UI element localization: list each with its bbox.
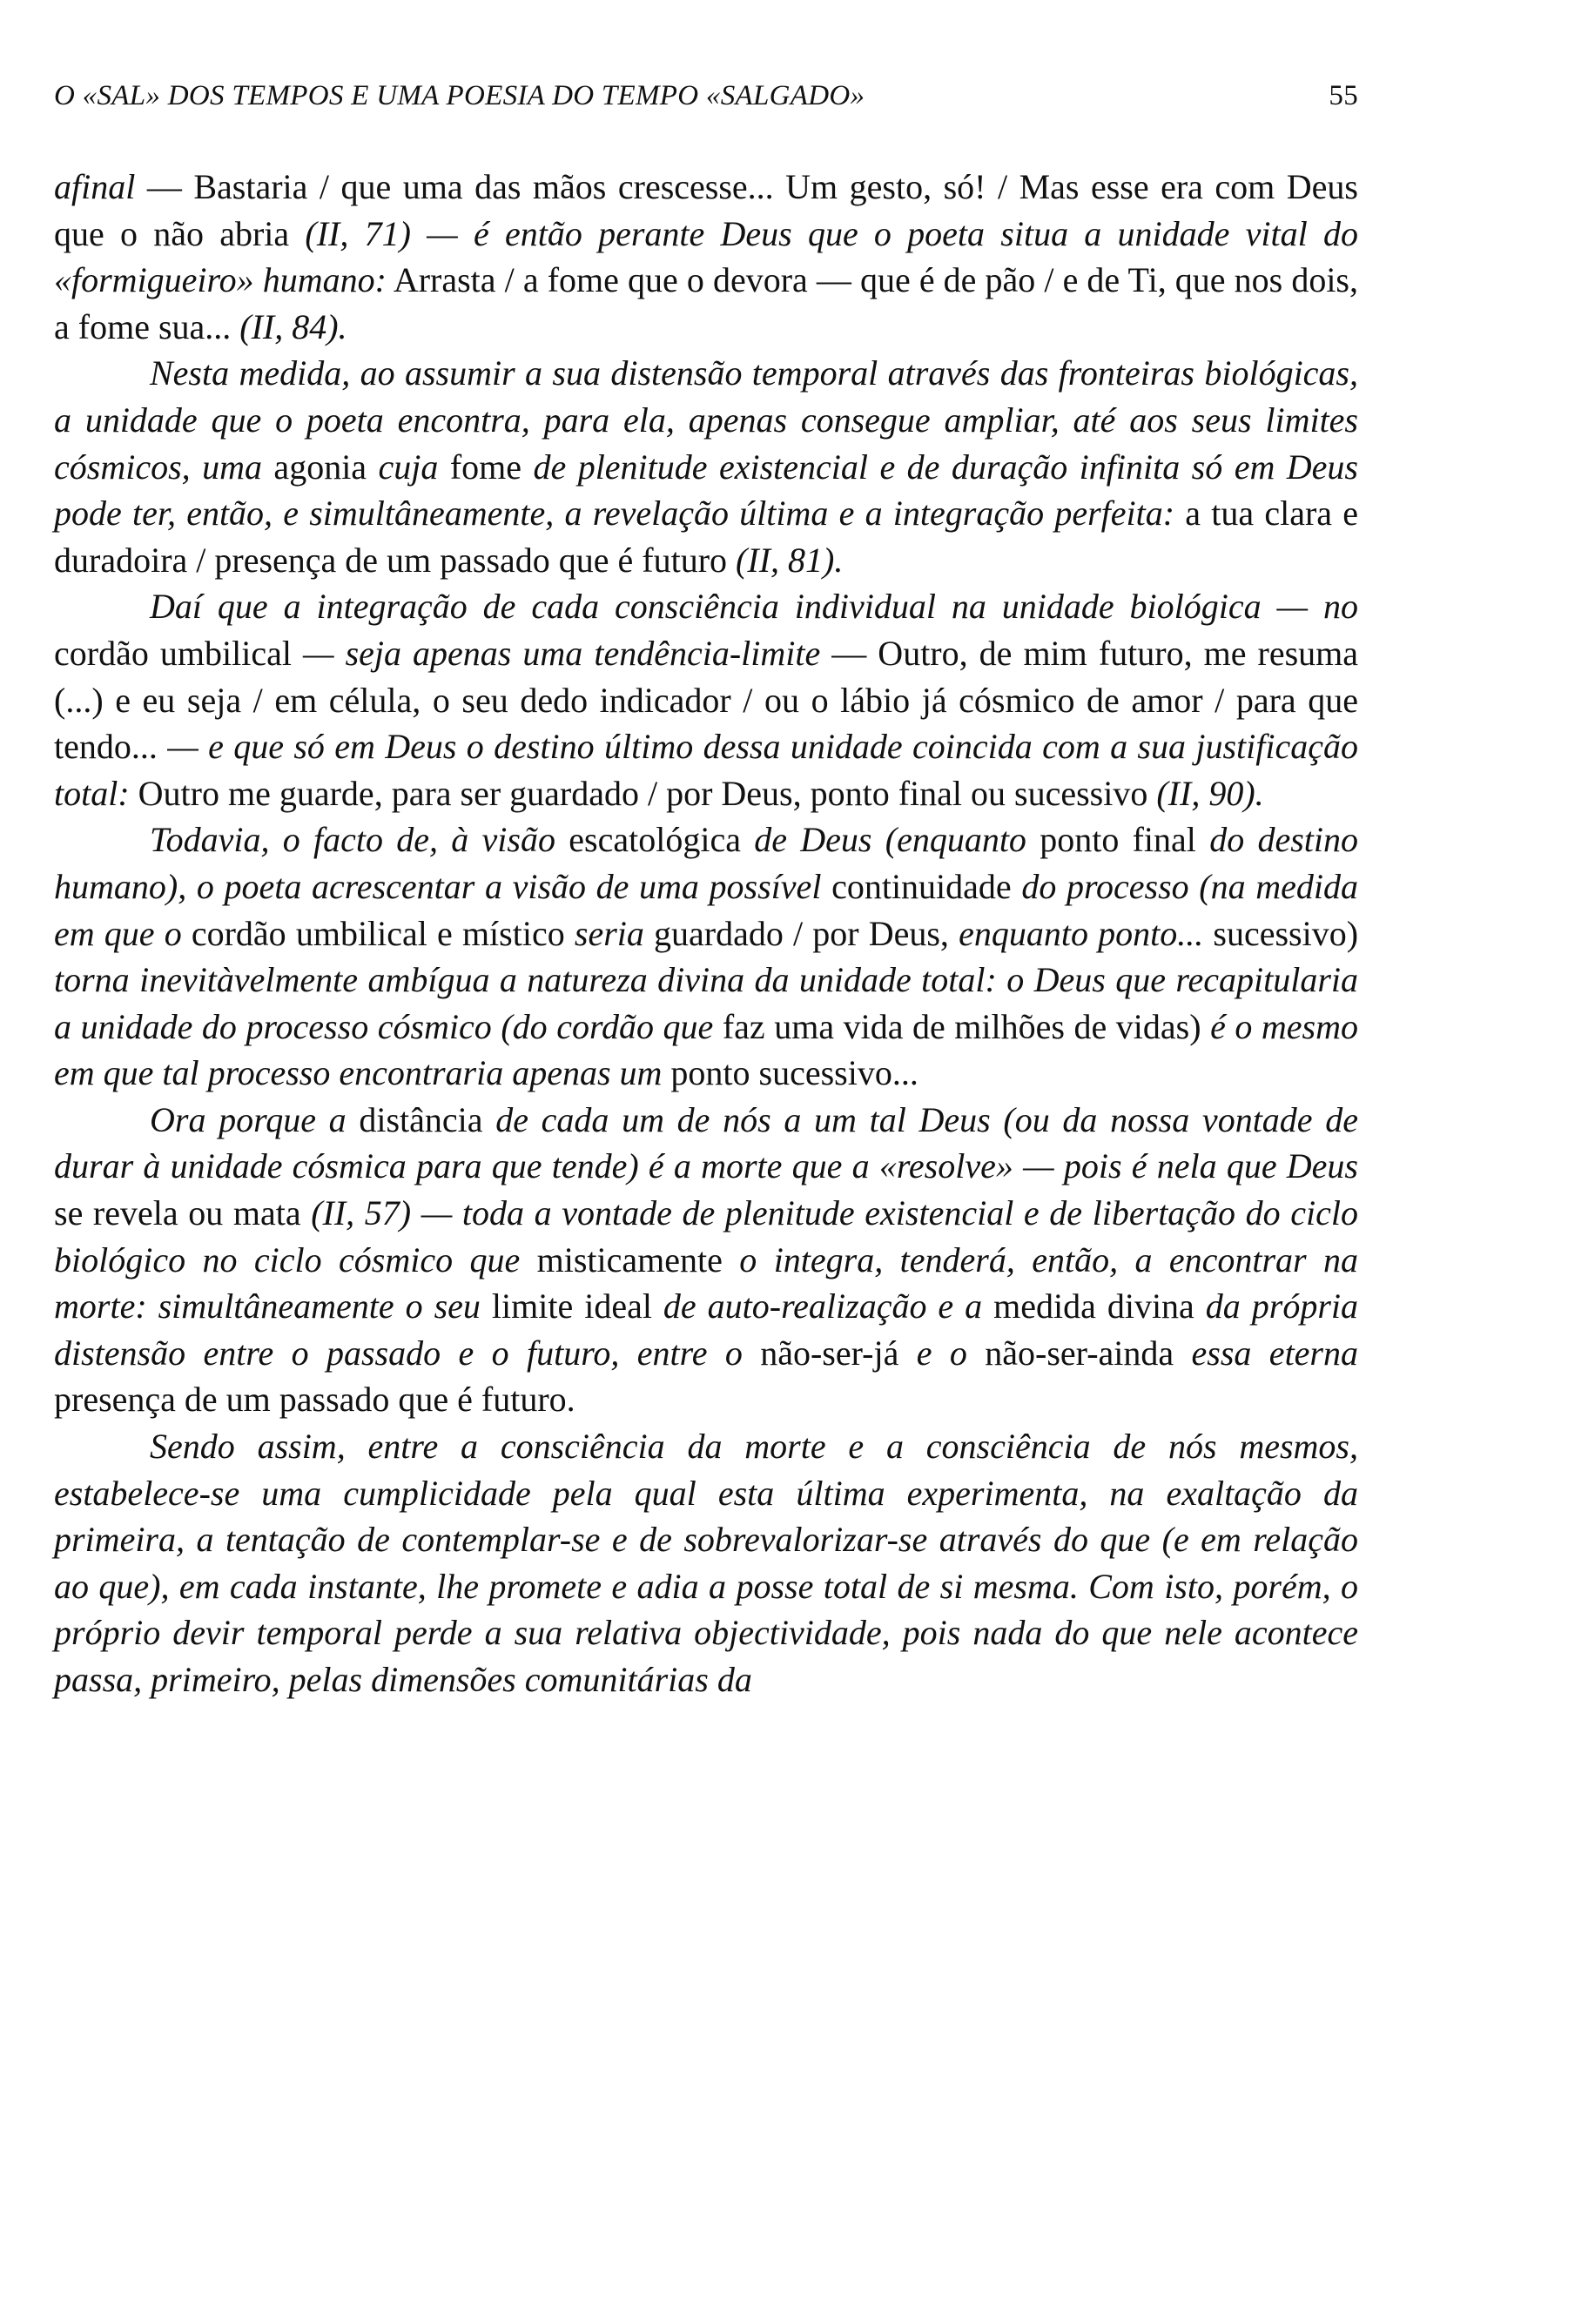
text-run: a tua clara e duradoira / presença de um passado que é futuro	[54, 494, 1359, 580]
running-title: O «SAL» DOS TEMPOS E UMA POESIA DO TEMPO «SALGADO»	[54, 80, 865, 111]
text-run: (II, 57) — toda a vontade de plenitude existencial e de libertação do ciclo biológico no ciclo cósmico que	[54, 1193, 1359, 1280]
text-run: enquanto ponto...	[959, 913, 1204, 953]
text-run: cordão umbilical e místico	[181, 913, 575, 953]
text-run: da própria distensão entre o passado e o futuro, entre o	[54, 1286, 1359, 1373]
text-run: escatológica	[555, 820, 755, 860]
text-run: (II, 71) — é então perante Deus que o poeta situa a unidade vital do «formigueiro» humano:	[54, 213, 1358, 300]
text-run: (II, 90).	[1156, 773, 1264, 813]
paragraph-6	[54, 1423, 1358, 1703]
text-run: de cada um de nós a um tal Deus (ou da nossa vontade de durar à unidade cósmica para que tende) é a morte que a «resolve» — pois é nela que Deus	[54, 1099, 1358, 1186]
text-run: não-ser-já	[742, 1333, 917, 1373]
text-run: (II, 84).	[239, 306, 347, 346]
text-run: misticamente	[520, 1239, 740, 1280]
text-run: guardado / por Deus,	[643, 913, 959, 953]
paragraph-2	[54, 350, 1358, 583]
text-run: faz uma vida de milhões de vidas)	[713, 1006, 1211, 1046]
text-run: cordão umbilical	[54, 633, 303, 673]
text-run: distância	[346, 1099, 496, 1139]
text-run: Arrasta / a fome que o devora — que é de pão / e de Ti, que nos dois, a fome sua...	[54, 260, 1358, 346]
text-run: cuja	[378, 447, 439, 487]
text-run: o integra, tenderá, então, a encontrar na morte: simultâneamente o seu	[54, 1239, 1359, 1327]
text-run: Ora porque a	[150, 1099, 347, 1139]
text-run: ponto final	[1026, 820, 1210, 860]
text-run: e o	[916, 1333, 967, 1373]
running-head	[54, 80, 1358, 118]
text-run: do processo (na medida em que o	[54, 866, 1359, 953]
text-run: — Outro, de mim futuro, me resuma (...) e eu seja / em célula, o seu dedo indicador / ou o lábio já cósmico de amor / para que tendo...	[54, 633, 1359, 767]
paragraph-4	[54, 816, 1358, 1097]
text-run: se revela ou mata	[54, 1193, 312, 1233]
body-text	[54, 164, 1358, 1703]
text-run: é o mesmo em que tal processo encontraria apenas um	[54, 1006, 1358, 1093]
text-run: ponto sucessivo...	[662, 1053, 918, 1093]
text-run: Daí que a integração de cada consciência individual na unidade biológica — no	[150, 587, 1358, 627]
text-run: medida divina	[982, 1286, 1206, 1327]
text-run: Outro me guarde, para ser guardado / por Deus, ponto final ou sucessivo	[129, 773, 1157, 813]
text-run: fome	[438, 447, 534, 487]
text-run: não-ser-ainda	[966, 1333, 1192, 1373]
text-run: de plenitude existencial e de duração infinita só em Deus pode ter, então, e simultâneamente, a revelação última e a integração perfeita:	[54, 447, 1358, 534]
paragraph-1	[54, 164, 1358, 350]
text-run: do destino humano), o poeta acrescentar a visão de uma possível	[54, 820, 1359, 906]
text-run: de Deus (enquanto	[754, 820, 1026, 860]
text-run: afinal	[54, 167, 136, 206]
text-run: — seja apenas uma tendência-limite	[302, 633, 821, 673]
text-run: Sendo assim, entre a consciência da morte e a consciência de nós mesmos, estabelece-se uma cumplicidade pela qual esta última experimenta, na exaltação da primeira, a tentação de contemplar-se e de sobrevalorizar-se através do que (e em relação ao que), em cada instante, lhe promete e adia a posse total de si mesma. Com isto, porém, o próprio devir temporal perde a sua relativa objectividade, pois nada do que nele acontece passa, primeiro, pelas dimensões comunitárias da	[54, 1427, 1358, 1699]
text-run: Todavia, o facto de, à visão	[150, 820, 555, 860]
text-run: essa eterna	[1191, 1333, 1358, 1373]
text-run: presença de um passado que é futuro.	[54, 1380, 575, 1420]
text-run: limite ideal	[480, 1286, 663, 1327]
text-run: de auto-realização e a	[663, 1286, 983, 1327]
text-run: torna inevitàvelmente ambígua a natureza divina da unidade total: o Deus que recapitularia a unidade do processo cósmico (do cordão que	[54, 960, 1358, 1046]
text-run: — e que só em Deus o destino último dessa unidade coincida com a sua justificação total:	[54, 727, 1358, 813]
paragraph-5	[54, 1097, 1358, 1423]
text-run: continuidade	[821, 866, 1022, 906]
page-number: 55	[1329, 80, 1358, 111]
text-run: — Bastaria / que uma das mãos crescesse... Um gesto, só! / Mas esse era com Deus que o não abria	[54, 167, 1358, 253]
text-run: seria	[574, 913, 644, 953]
text-run: Nesta medida, ao assumir a sua distensão temporal através das fronteiras biológicas, a unidade que o poeta encontra, para ela, apenas consegue ampliar, até aos seus limites cósmicos, uma	[54, 353, 1358, 487]
text-run: agonia	[261, 447, 379, 487]
paragraph-3	[54, 583, 1358, 816]
text-run: sucessivo)	[1203, 913, 1359, 953]
text-run: (II, 81).	[736, 540, 844, 580]
